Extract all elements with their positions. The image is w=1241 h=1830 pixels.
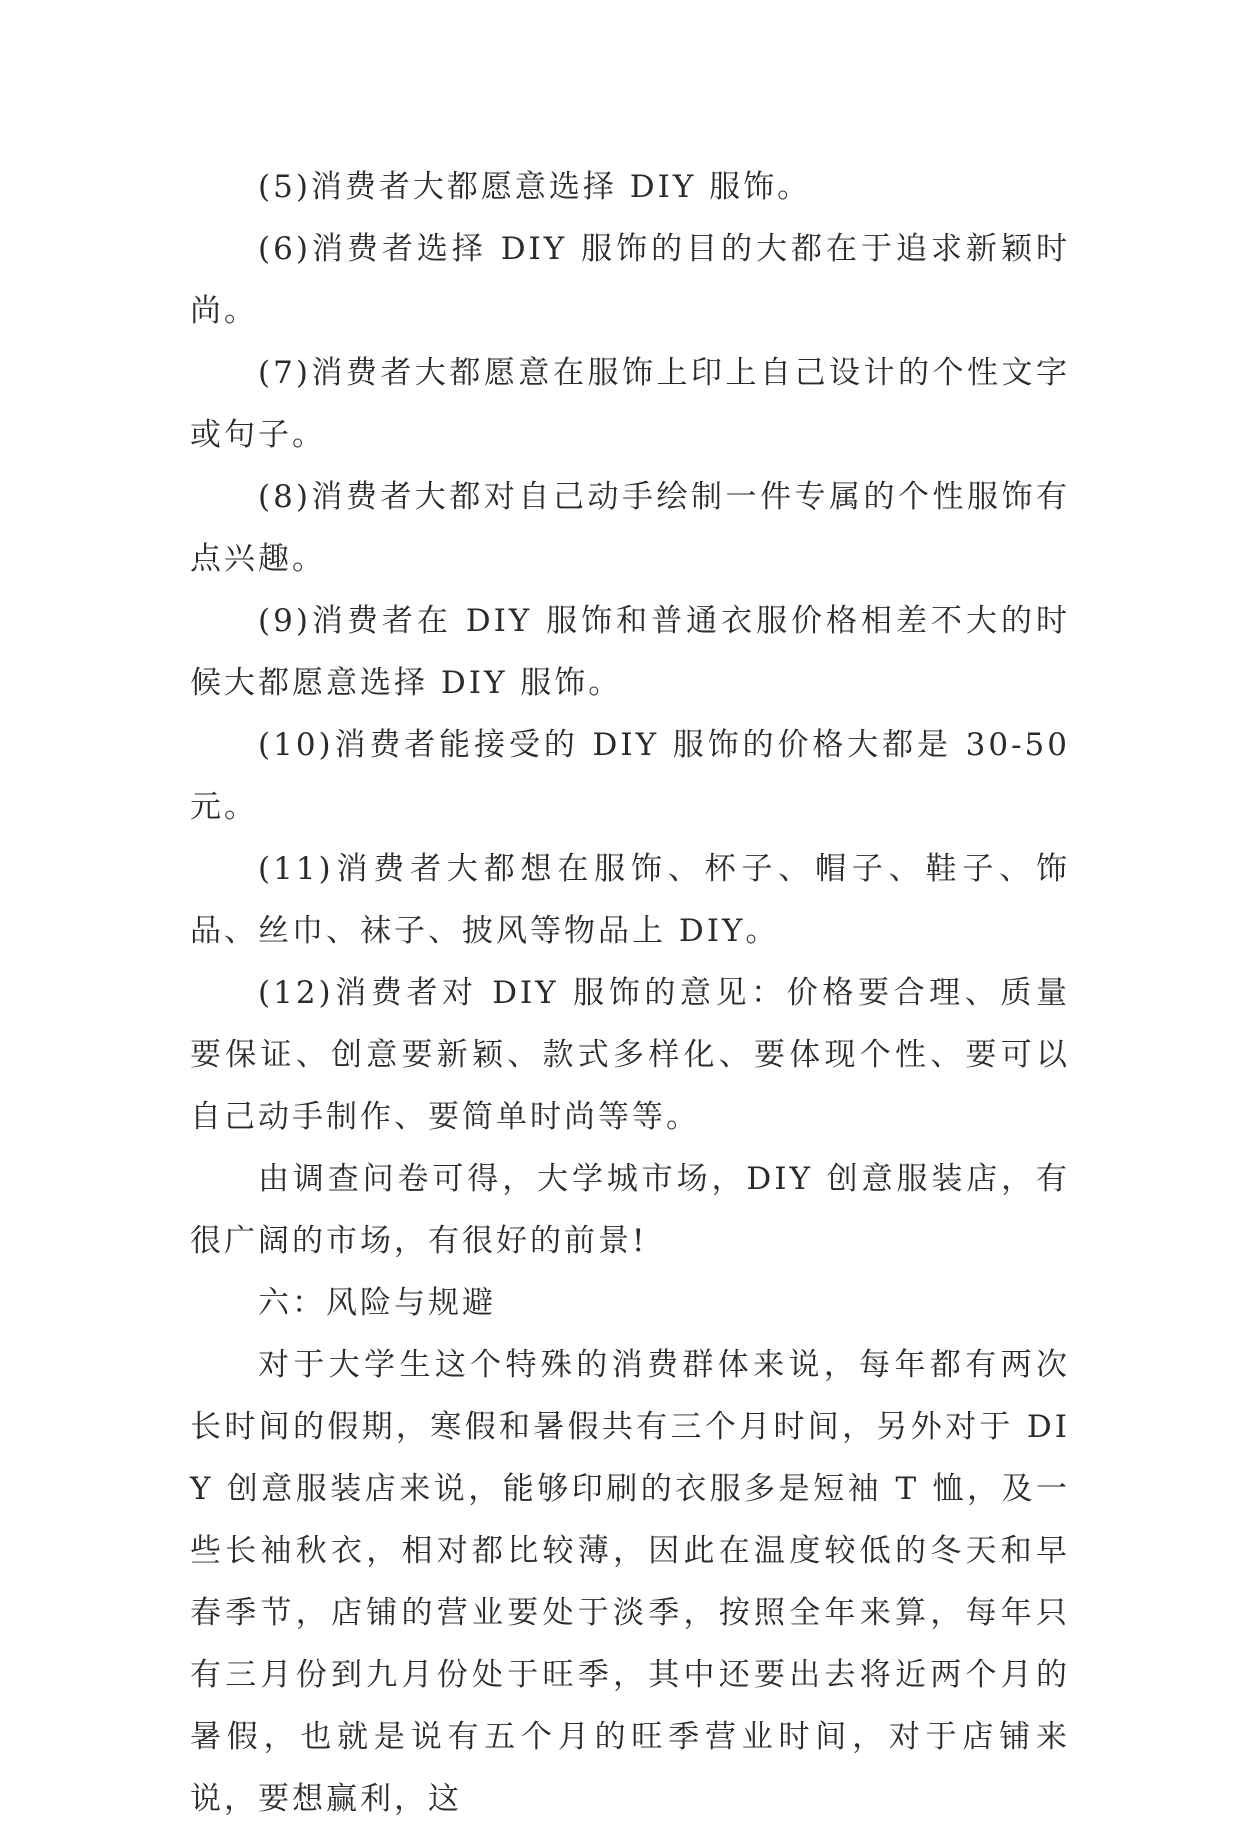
section-heading: 六：风险与规避: [258, 1285, 496, 1321]
paragraph-item-9: (9)消费者在 DIY 服饰和普通衣服价格相差不大的时候大都愿意选择 DIY 服饰。: [190, 603, 1070, 701]
paragraph-item-7: (7)消费者大都愿意在服饰上印上自己设计的个性文字或句子。: [190, 355, 1070, 453]
document-body: [190, 156, 1070, 1830]
paragraph-item-8: (8)消费者大都对自己动手绘制一件专属的个性服饰有点兴趣。: [190, 479, 1070, 577]
survey-conclusion-paragraph: 由调查问卷可得，大学城市场，DIY 创意服装店，有很广阔的市场，有很好的前景!: [190, 1161, 1070, 1259]
paragraph-item-5: (5)消费者大都愿意选择 DIY 服饰。: [258, 169, 812, 205]
paragraph-item-6: (6)消费者选择 DIY 服饰的目的大都在于追求新颖时尚。: [190, 231, 1070, 329]
paragraph-item-10: (10)消费者能接受的 DIY 服饰的价格大都是 30-50 元。: [190, 727, 1070, 825]
paragraph-item-12: (12)消费者对 DIY 服饰的意见：价格要合理、质量要保证、创意要新颖、款式多样化、要体现个性、要可以自己动手制作、要简单时尚等等。: [190, 975, 1070, 1135]
paragraph-item-11: (11)消费者大都想在服饰、杯子、帽子、鞋子、饰品、丝巾、袜子、披风等物品上 DIY。: [190, 851, 1070, 949]
risk-paragraph: 对于大学生这个特殊的消费群体来说，每年都有两次长时间的假期，寒假和暑假共有三个月时间，另外对于 DIY 创意服装店来说，能够印刷的衣服多是短袖 T 恤，及一些长袖秋衣，相对都比较薄，因此在温度较低的冬天和早春季节，店铺的营业要处于淡季，按照全年来算，每年只有三月份到九月份处于旺季，其中还要出去将近两个月的暑假，也就是说有五个月的旺季营业时间，对于店铺来说，要想赢利，这: [190, 1347, 1070, 1817]
